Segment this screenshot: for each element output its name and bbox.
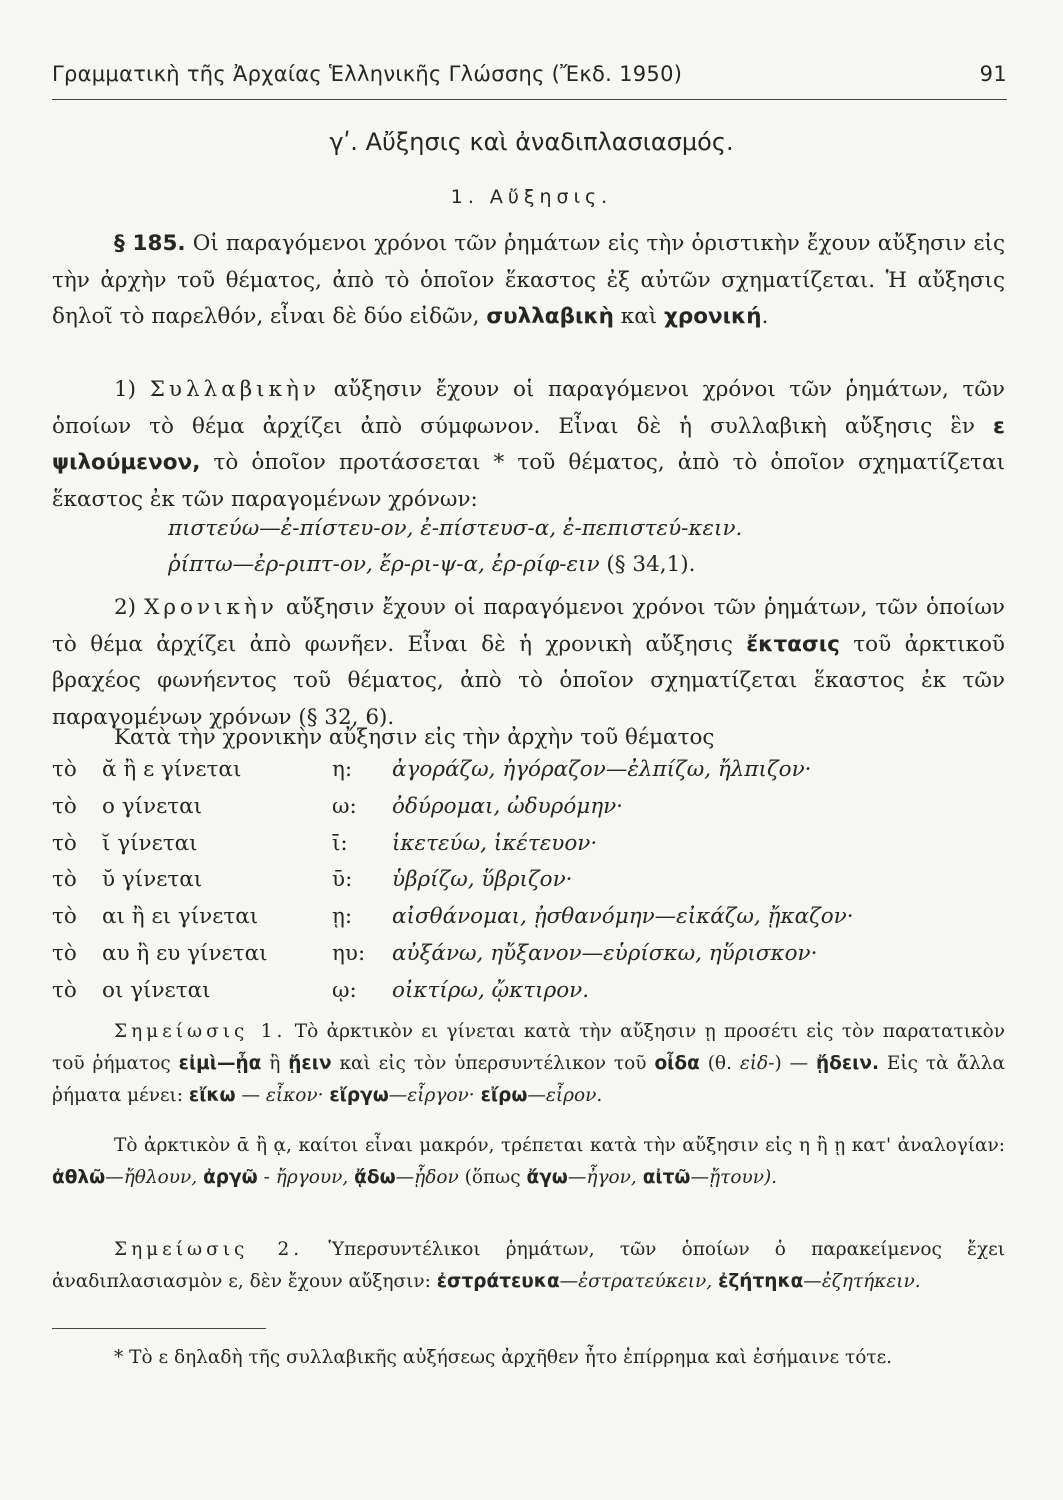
term-temporal: χρονική (663, 304, 762, 329)
augment-table (52, 757, 1012, 1015)
table-row: τὸ ᾰ ἢ ε γίνεται η: ἀγοράζω, ἠγόραζον—ἐλπίζω, ἤλπιζον· (52, 757, 812, 782)
running-title: Γραμματικὴ τῆς Ἀρχαίας Ἑλληνικῆς Γλώσσης (Ἔκδ. 1950) (52, 62, 683, 86)
term-syllabic: συλλαβικὴ (486, 304, 614, 329)
paragraph-185: § 185. Οἱ παραγόμενοι χρόνοι τῶν ῥημάτων εἰς τὴν ὁριστικὴν ἔχουν αὔξησιν εἰς τὴν ἀρχὴν τοῦ θέματος, ἀπὸ τὸ ὁποῖον ἕκαστος ἐξ αὐτῶν σχηματίζεται. Ἡ αὔξησις δηλοῖ τὸ παρελθόν, εἶναι δὲ δύο εἰδῶν, συλλαβικὴ καὶ χρονική. (52, 231, 1005, 329)
example-line-2: ῥίπτω—ἐρ-ριπτ-ον, ἔρ-ρι-ψ-α, ἐρ-ρίφ-ειν (§ 34,1). (168, 552, 696, 577)
intro-line: Κατὰ τὴν χρονικὴν αὔξησιν εἰς τὴν ἀρχὴν τοῦ θέματος (114, 725, 715, 750)
note-1-continued: Τὸ ἀρκτικὸν ᾱ ἢ ᾳ, καίτοι εἶναι μακρόν, τρέπεται κατὰ τὴν αὔξησιν εἰς η ἢ ῃ κατ' ἀναλογίαν: ἀθλῶ—ἤθλουν, ἀργῶ - ἤργουν, ᾄδω—ᾖδον (ὅπως ἄγω—ἦγον, αἰτῶ—ᾔτουν). (52, 1135, 1005, 1188)
footnote: * Τὸ ε δηλαδὴ τῆς συλλαβικῆς αὐξήσεως ἀρχῆθεν ἦτο ἐπίρρημα καὶ ἐσήμαινε τότε. (114, 1347, 893, 1368)
paragraph-syllabic-augment: 1) Συλλαβικὴν αὔξησιν ἔχουν οἱ παραγόμενοι χρόνοι τῶν ῥημάτων, τῶν ὁποίων τὸ θέμα ἀρχίζει ἀπὸ σύμφωνον. Εἶναι δὲ ἡ συλλαβικὴ αὔξησις ἓν ε ψιλούμενον, τὸ ὁποῖον προτάσσεται * τοῦ θέματος, ἀπὸ τὸ ὁποῖον σχηματίζεται ἕκαστος ἐκ τῶν παραγομένων χρόνων: (52, 377, 1005, 512)
table-row: τὸ οι γίνεται ῳ: οἰκτίρω, ᾤκτιρον. (52, 977, 590, 1003)
section-title: γʹ. Αὔξησις καὶ ἀναδιπλασιασμός. (329, 128, 734, 156)
example-line-1: πιστεύω—ἐ-πίστευ-ον, ἐ-πίστευσ-α, ἐ-πεπιστεύ-κειν. (168, 516, 743, 541)
note-label: Σημείωσις 2. (114, 1239, 304, 1260)
paragraph-temporal-augment: 2) Χρονικὴν αὔξησιν ἔχουν οἱ παραγόμενοι χρόνοι τῶν ῥημάτων, τῶν ὁποίων τὸ θέμα ἀρχίζει ἀπὸ φωνῆεν. Εἶναι δὲ ἡ χρονικὴ αὔξησις ἔκτασις τοῦ ἀρκτικοῦ βραχέος φωνήεντος τοῦ θέματος, ἀπὸ τὸ ὁποῖον σχηματίζεται ἕκαστος ἐκ τῶν παραγομένων χρόνων (§ 32, 6). (52, 595, 1005, 730)
table-row: τὸ αι ἢ ει γίνεται ῃ: αἰσθάνομαι, ᾐσθανόμην—εἰκάζω, ᾔκαζον· (52, 904, 854, 930)
note-2: Σημείωσις 2. Ὑπερσυντέλικοι ῥημάτων, τῶν ὁποίων ὁ παρακείμενος ἔχει ἀναδιπλασιασμὸν ε, δὲν ἔχουν αὔξησιν: ἐστράτευκα—ἐστρατεύκειν, ἐζήτηκα—ἐζητήκειν. (52, 1239, 1005, 1292)
epsilon-psilon: ε ψιλούμενον, (52, 413, 1005, 475)
header-rule (52, 99, 1007, 100)
table-row: τὸ ῐ γίνεται ῑ: ἱκετεύω, ἱκέτευον· (52, 830, 598, 856)
note-label: Σημείωσις 1. (114, 1021, 287, 1042)
paragraph-number: § 185. (114, 231, 186, 256)
term-ektasis: ἔκτασις (746, 631, 840, 657)
page-number: 91 (979, 62, 1007, 86)
table-row: τὸ αυ ἢ ευ γίνεται ηυ: αὐξάνω, ηὔξανον—εὑρίσκω, ηὕρισκον· (52, 940, 818, 966)
section-subtitle: 1. Αὔξησις. (450, 186, 613, 208)
table-row: τὸ ο γίνεται ω: ὀδύρομαι, ὠδυρόμην· (52, 793, 624, 819)
note-1: Σημείωσις 1. Τὸ ἀρκτικὸν ει γίνεται κατὰ τὴν αὔξησιν ῃ προσέτι εἰς τὸν παρατατικὸν τοῦ ῥήματος εἰμὶ—ᾖα ἢ ᾔειν καὶ εἰς τὸν ὑπερσυντέλικον τοῦ οἶδα (θ. εἰδ-) — ᾔδειν. Εἰς τὰ ἄλλα ῥήματα μένει: εἴκω — εἶκον· εἴργω—εἶργον· εἴρω—εἶρον. (52, 1021, 1005, 1106)
running-header (52, 62, 1007, 86)
table-row: τὸ ῠ γίνεται ῡ: ὑβρίζω, ὕβριζον· (52, 867, 573, 893)
footnote-rule (52, 1328, 266, 1329)
